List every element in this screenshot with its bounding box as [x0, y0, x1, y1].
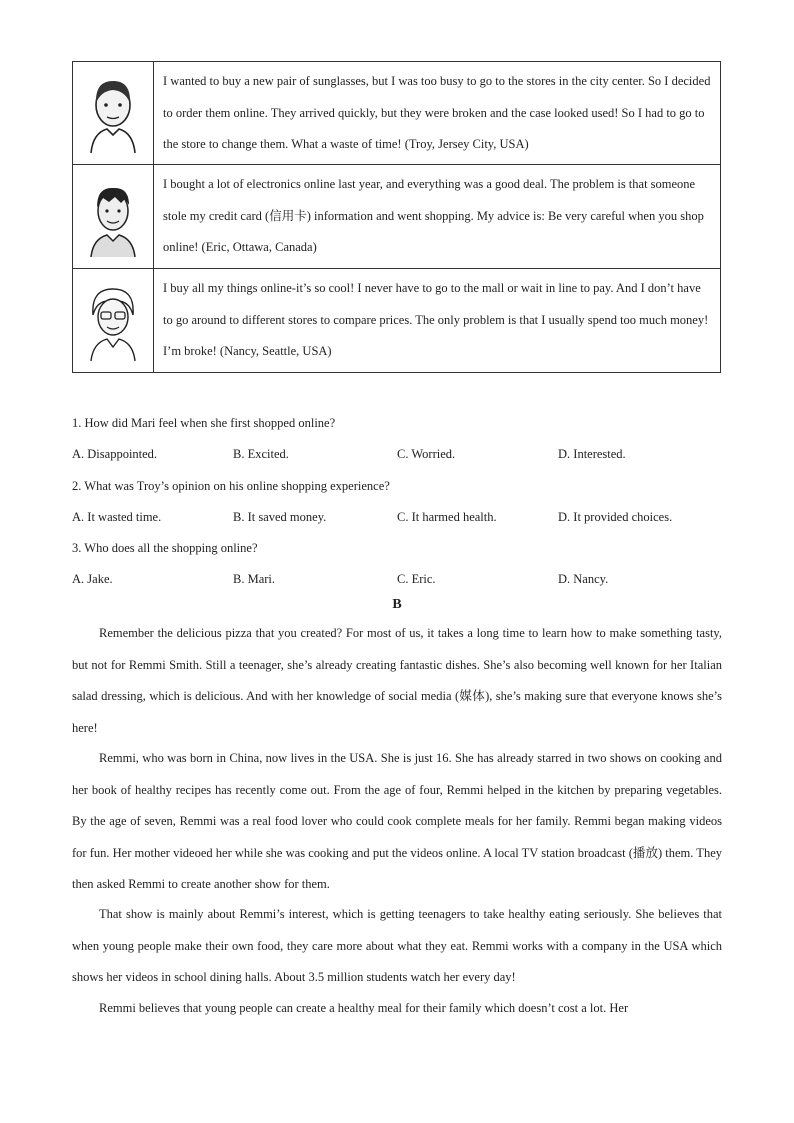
testimonial-table: [72, 61, 721, 373]
option-c: C. Eric.: [397, 572, 436, 586]
testimonial-text: I bought a lot of electronics online last year, and everything was a good deal. The problem is that someone stole my credit card (信用卡) information and went shopping. My advice is: Be very careful when you shop online! (Eric, Ottawa, Canada): [154, 165, 721, 269]
option-d: D. Nancy.: [558, 572, 609, 586]
woman-glasses-avatar-icon: [83, 281, 143, 361]
avatar-cell: [73, 165, 154, 269]
option-b: B. Excited.: [233, 447, 289, 461]
option-d: D. Interested.: [558, 447, 626, 461]
table-row: [73, 269, 721, 373]
option-d: D. It provided choices.: [558, 510, 673, 524]
option-a: A. Disappointed.: [72, 447, 158, 461]
section-heading: B: [392, 597, 402, 612]
option-b: B. Mari.: [233, 572, 276, 586]
avatar-cell: [73, 269, 154, 373]
man-short-hair-avatar-icon: [85, 73, 141, 153]
paragraph: That show is mainly about Remmi’s interest, which is getting teenagers to take healthy eating seriously. She believes that when young people make their own food, they care more about what they eat. Remmi works with a company in the USA which shows her videos in school dining halls. About 3.5 million students watch her every day!: [72, 907, 722, 984]
option-a: A. Jake.: [72, 572, 113, 586]
question-3: 3. Who does all the shopping online?: [72, 541, 258, 555]
option-a: A. It wasted time.: [72, 510, 162, 524]
option-c: C. It harmed health.: [397, 510, 497, 524]
avatar-cell: [73, 62, 154, 165]
testimonial-text: I wanted to buy a new pair of sunglasses, but I was too busy to go to the stores in the city center. So I decided to order them online. They arrived quickly, but they were broken and the case looked used! So I had to go to the store to change them. What a waste of time! (Troy, Jersey City, USA): [154, 62, 721, 165]
young-man-avatar-icon: [85, 177, 141, 257]
option-b: B. It saved money.: [233, 510, 327, 524]
paragraph: Remember the delicious pizza that you created? For most of us, it takes a long time to learn how to make something tasty, but not for Remmi Smith. Still a teenager, she’s already creating fantastic dishes. She’s also becoming well known for her Italian salad dressing, which is delicious. And with her knowledge of social media (媒体), she’s making sure that everyone knows she’s here!: [72, 626, 722, 735]
option-c: C. Worried.: [397, 447, 456, 461]
paragraph: Remmi, who was born in China, now lives in the USA. She is just 16. She has already starred in two shows on cooking and her book of healthy recipes has recently come out. From the age of four, Remmi helped in the kitchen by preparing vegetables. By the age of seven, Remmi was a real food lover who could cook complete meals for her family. Remmi began making videos for fun. Her mother videoed her while she was cooking and put the videos online. A local TV station broadcast (播放) them. They then asked Remmi to create another show for them.: [72, 751, 722, 891]
table-row: [73, 165, 721, 269]
question-1: 1. How did Mari feel when she first shopped online?: [72, 416, 336, 430]
question-2: 2. What was Troy’s opinion on his online shopping experience?: [72, 479, 390, 493]
table-row: [73, 62, 721, 165]
paragraph: Remmi believes that young people can create a healthy meal for their family which doesn’t cost a lot. Her: [99, 1001, 629, 1015]
testimonial-text: I buy all my things online-it’s so cool! I never have to go to the mall or wait in line to pay. And I don’t have to go around to different stores to compare prices. The only problem is that I usually spend too much money! I’m broke! (Nancy, Seattle, USA): [154, 269, 721, 373]
